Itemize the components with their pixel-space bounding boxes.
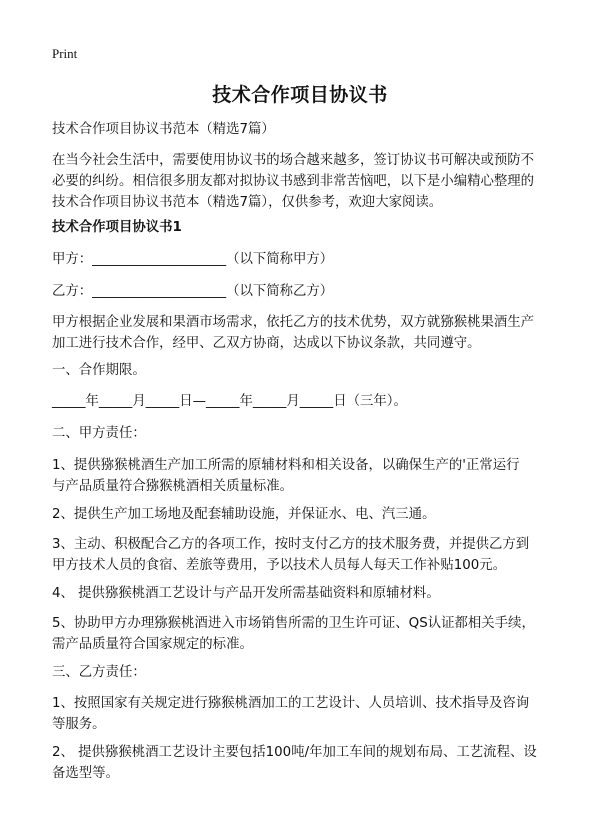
party-a-duty-item xyxy=(52,613,552,655)
term-heading xyxy=(52,360,552,381)
purpose-line: 加工进行技术合作，经甲、乙双方协商，达成以下协议条款，共同遵守。 xyxy=(52,336,481,351)
party-b-duties-heading-text: 三、乙方责任： xyxy=(52,665,146,680)
party-b-text: 乙方：____________________（以下简称乙方） xyxy=(52,284,334,299)
party-b-duties-heading xyxy=(52,662,552,683)
duty-line: 5、协助甲方办理猕猴桃酒进入市场销售所需的卫生许可证、QS认证都相关手续， xyxy=(52,616,535,631)
subtitle xyxy=(52,119,552,140)
intro-paragraph xyxy=(52,150,552,213)
subtitle-line: 技术合作项目协议书范本（精选7篇） xyxy=(52,122,275,137)
duty-line: 4、 提供猕猴桃酒工艺设计与产品开发所需基础资料和原辅材料。 xyxy=(52,586,440,601)
purpose-line: 甲方根据企业发展和果酒市场需求，依托乙方的技术优势，双方就猕猴桃果酒生产 xyxy=(52,315,535,330)
party-b-duty-item xyxy=(52,693,552,735)
duty-line: 与产品质量符合猕猴桃酒相关质量标准。 xyxy=(52,479,294,494)
party-a-duty-item xyxy=(52,583,552,604)
section-heading xyxy=(52,217,552,238)
intro-line: 技术合作项目协议书范本（精选7篇），仅供参考，欢迎大家阅读。 xyxy=(52,195,443,210)
party-a-line xyxy=(52,249,552,270)
term-dates xyxy=(52,391,552,412)
duty-line: 3、主动、积极配合乙方的各项工作，按时支付乙方的技术服务费，并提供乙方到 xyxy=(52,537,530,552)
intro-line: 在当今社会生活中，需要使用协议书的场合越来越多，签订协议书可解决或预防不 xyxy=(52,153,535,168)
party-a-duty-item xyxy=(52,534,552,576)
party-b-line xyxy=(52,281,552,302)
duty-line: 备选型等。 xyxy=(52,766,119,781)
party-a-duty-item xyxy=(52,504,552,525)
print-link[interactable]: Print xyxy=(52,46,78,61)
party-a-text: 甲方：____________________（以下简称甲方） xyxy=(52,252,334,267)
term-dates-text: _____年_____月_____日—_____年_____月_____日（三年）。 xyxy=(52,394,407,409)
duty-line: 需产品质量符合国家规定的标准。 xyxy=(52,637,253,652)
document-title: 技术合作项目协议书 xyxy=(212,84,388,106)
party-b-duty-item xyxy=(52,742,552,784)
duty-line: 等服务。 xyxy=(52,717,106,732)
duty-line: 2、提供生产加工场地及配套辅助设施，并保证水、电、汽三通。 xyxy=(52,507,436,522)
section-heading-text: 技术合作项目协议书1 xyxy=(52,220,182,235)
duty-line: 1、提供猕猴桃酒生产加工所需的原辅材料和相关设备，以确保生产的'正常运行 xyxy=(52,458,520,473)
purpose-paragraph xyxy=(52,312,552,354)
intro-line: 必要的纠纷。相信很多朋友都对拟协议书感到非常苦恼吧，以下是小编精心整理的 xyxy=(52,174,535,189)
duty-line: 甲方技术人员的食宿、差旅等费用，予以技术人员每人每天工作补贴100元。 xyxy=(52,558,507,573)
party-a-duties-heading xyxy=(52,423,552,444)
duty-line: 1、按照国家有关规定进行猕猴桃酒加工的工艺设计、人员培训、技术指导及咨询 xyxy=(52,696,530,711)
party-a-duty-item xyxy=(52,455,552,497)
party-a-duties-heading-text: 二、甲方责任： xyxy=(52,426,146,441)
term-heading-text: 一、合作期限。 xyxy=(52,363,146,378)
duty-line: 2、 提供猕猴桃酒工艺设计主要包括100吨/年加工车间的规划布局、工艺流程、设 xyxy=(52,745,537,760)
